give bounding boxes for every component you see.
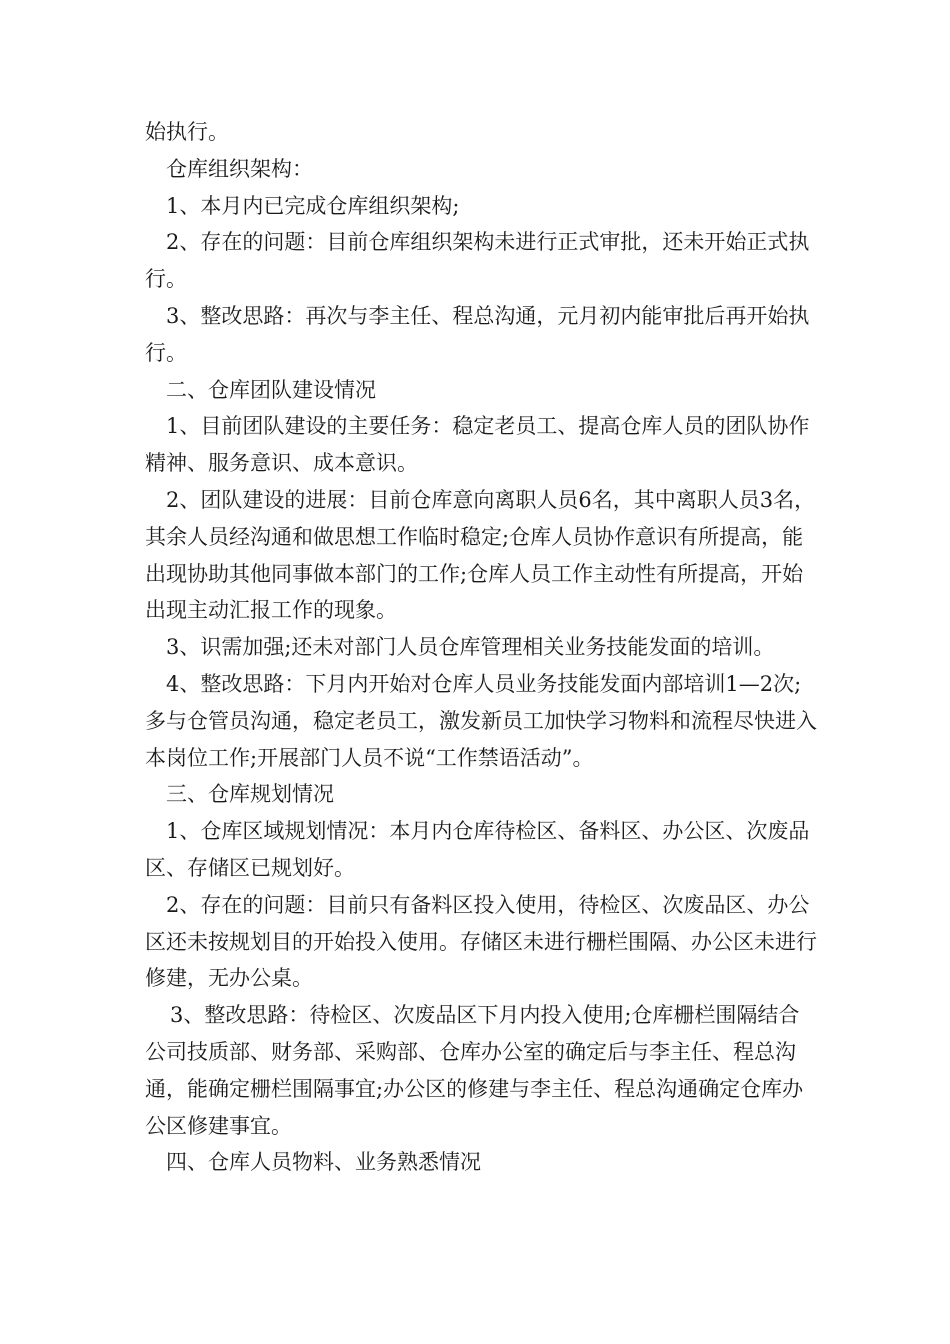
document-body	[145, 114, 817, 1181]
paragraph-item: 2、存在的问题：目前仓库组织架构未进行正式审批，还未开始正式执行。	[145, 230, 810, 292]
paragraph-item: 2、存在的问题：目前只有备料区投入使用，待检区、次废品区、办公区还未按规划目的开始投入使用。存储区未进行栅栏围隔、办公区未进行修建，无办公桌。	[145, 892, 817, 991]
paragraph-item: 3、识需加强;还未对部门人员仓库管理相关业务技能发面的培训。	[166, 635, 775, 660]
paragraph-item: 2、团队建设的进展：目前仓库意向离职人员6名，其中离职人员3名，其余人员经沟通和做思想工作临时稳定;仓库人员协作意识有所提高，能出现协助其他同事做本部门的工作;仓库人员工作主动性有所提高，开始出现主动汇报工作的现象。	[145, 487, 816, 623]
paragraph-item: 3、整改思路：待检区、次废品区下月内投入使用;仓库栅栏围隔结合公司技质部、财务部、采购部、仓库办公室的确定后与李主任、程总沟通，能确定栅栏围隔事宜;办公区的修建与李主任、程总沟通确定仓库办公区修建事宜。	[145, 1003, 804, 1138]
paragraph-item: 1、仓库区域规划情况：本月内仓库待检区、备料区、办公区、次废品区、存储区已规划好。	[145, 819, 810, 880]
paragraph-item: 1、本月内已完成仓库组织架构;	[166, 193, 460, 218]
paragraph-item: 3、整改思路：再次与李主任、程总沟通，元月初内能审批后再开始执行。	[145, 303, 810, 365]
paragraph-continuation: 始执行。	[145, 120, 229, 144]
section-heading-team: 二、仓库团队建设情况	[166, 377, 376, 402]
paragraph-item: 4、整改思路：下月内开始对仓库人员业务技能发面内部培训1—2次;多与仓管员沟通，稳定老员工，激发新员工加快学习物料和流程尽快进入本岗位工作;开展部门人员不说“工作禁语活动”。	[145, 671, 817, 770]
section-heading-planning: 三、仓库规划情况	[166, 782, 334, 807]
subheading-org-structure: 仓库组织架构：	[166, 156, 313, 181]
section-heading-familiarity: 四、仓库人员物料、业务熟悉情况	[166, 1150, 481, 1175]
paragraph-item: 1、目前团队建设的主要任务：稳定老员工、提高仓库人员的团队协作精神、服务意识、成本意识。	[145, 414, 810, 476]
